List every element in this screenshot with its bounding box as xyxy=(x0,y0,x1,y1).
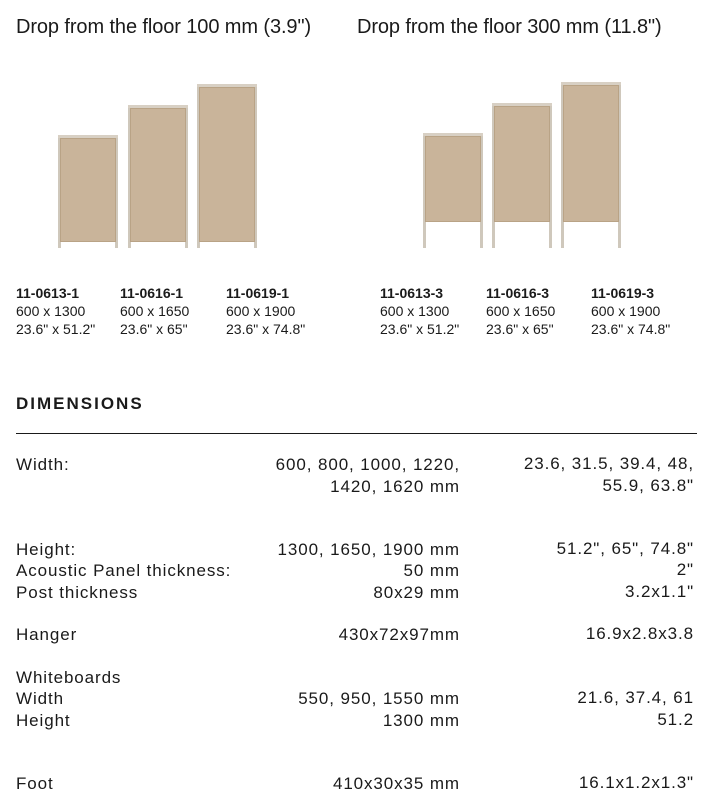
panel-11-0613-1 xyxy=(58,138,118,248)
panel-11-0619-1 xyxy=(197,87,257,248)
panel-illustrations xyxy=(0,60,706,270)
width-mm-line2: 1420, 1620 mm xyxy=(330,477,460,496)
model-11-0619-3 xyxy=(591,284,670,338)
width-inch-line1: 23.6, 31.5, 39.4, 48, xyxy=(523,454,694,473)
model-size-inch: 23.6" x 51.2" xyxy=(380,321,460,337)
model-size-mm: 600 x 1900 xyxy=(226,303,296,319)
model-size-mm: 600 x 1900 xyxy=(591,303,661,319)
post-thickness-inch: 3.2x1.1" xyxy=(625,582,694,601)
height-mm: 1300, 1650, 1900 mm xyxy=(277,540,460,559)
width-inch-line2: 55.9, 63.8" xyxy=(602,476,694,495)
width-mm-line1: 600, 800, 1000, 1220, xyxy=(275,455,460,474)
model-size-mm: 600 x 1300 xyxy=(16,303,86,319)
model-11-0613-1 xyxy=(16,284,95,338)
model-11-0616-1 xyxy=(120,284,189,338)
model-size-inch: 23.6" x 74.8" xyxy=(591,321,671,337)
model-11-0613-3 xyxy=(380,284,459,338)
model-size-mm: 600 x 1300 xyxy=(380,303,450,319)
model-code: 11-0613-3 xyxy=(380,285,444,301)
panel-thickness-mm: 50 mm xyxy=(403,561,460,580)
post-thickness-mm: 80x29 mm xyxy=(373,583,460,602)
model-size-inch: 23.6" x 74.8" xyxy=(226,321,306,337)
width-label: Width: xyxy=(16,455,70,474)
height-label: Height: xyxy=(16,540,77,559)
foot-label: Foot xyxy=(16,774,54,793)
dimensions-title: DIMENSIONS xyxy=(16,394,144,413)
panel-thickness-label: Acoustic Panel thickness: xyxy=(16,561,232,580)
whiteboard-width-label: Width xyxy=(16,689,64,708)
foot-mm: 410x30x35 mm xyxy=(332,774,460,793)
model-code: 11-0616-1 xyxy=(120,285,184,301)
height-inch: 51.2", 65", 74.8" xyxy=(556,539,694,558)
model-code: 11-0613-1 xyxy=(16,285,80,301)
model-size-mm: 600 x 1650 xyxy=(486,303,556,319)
hanger-mm: 430x72x97mm xyxy=(338,625,460,644)
whiteboard-height-label: Height xyxy=(16,711,71,730)
panel-11-0616-3 xyxy=(492,106,552,248)
panel-11-0613-3 xyxy=(423,136,483,248)
whiteboard-width-inch: 21.6, 37.4, 61 xyxy=(577,688,694,707)
section-divider xyxy=(16,433,697,434)
panel-11-0616-1 xyxy=(128,108,188,248)
model-size-mm: 600 x 1650 xyxy=(120,303,190,319)
heading-drop-300: Drop from the floor 300 mm (11.8") xyxy=(357,16,662,38)
model-11-0619-1 xyxy=(226,284,305,338)
whiteboard-height-inch: 51.2 xyxy=(657,710,694,729)
model-size-inch: 23.6" x 65" xyxy=(120,321,188,337)
panel-11-0619-3 xyxy=(561,85,621,248)
foot-inch: 16.1x1.2x1.3" xyxy=(578,773,694,792)
model-11-0616-3 xyxy=(486,284,555,338)
model-code: 11-0619-1 xyxy=(226,285,290,301)
hanger-inch: 16.9x2.8x3.8 xyxy=(585,624,694,643)
whiteboards-label: Whiteboards xyxy=(16,668,122,687)
model-code: 11-0619-3 xyxy=(591,285,655,301)
panel-thickness-inch: 2" xyxy=(676,560,694,579)
whiteboard-height-mm: 1300 mm xyxy=(382,711,460,730)
heading-drop-100: Drop from the floor 100 mm (3.9") xyxy=(16,16,312,38)
whiteboard-width-mm: 550, 950, 1550 mm xyxy=(298,689,460,708)
hanger-label: Hanger xyxy=(16,625,78,644)
model-size-inch: 23.6" x 65" xyxy=(486,321,554,337)
post-thickness-label: Post thickness xyxy=(16,583,139,602)
model-size-inch: 23.6" x 51.2" xyxy=(16,321,96,337)
model-code: 11-0616-3 xyxy=(486,285,550,301)
